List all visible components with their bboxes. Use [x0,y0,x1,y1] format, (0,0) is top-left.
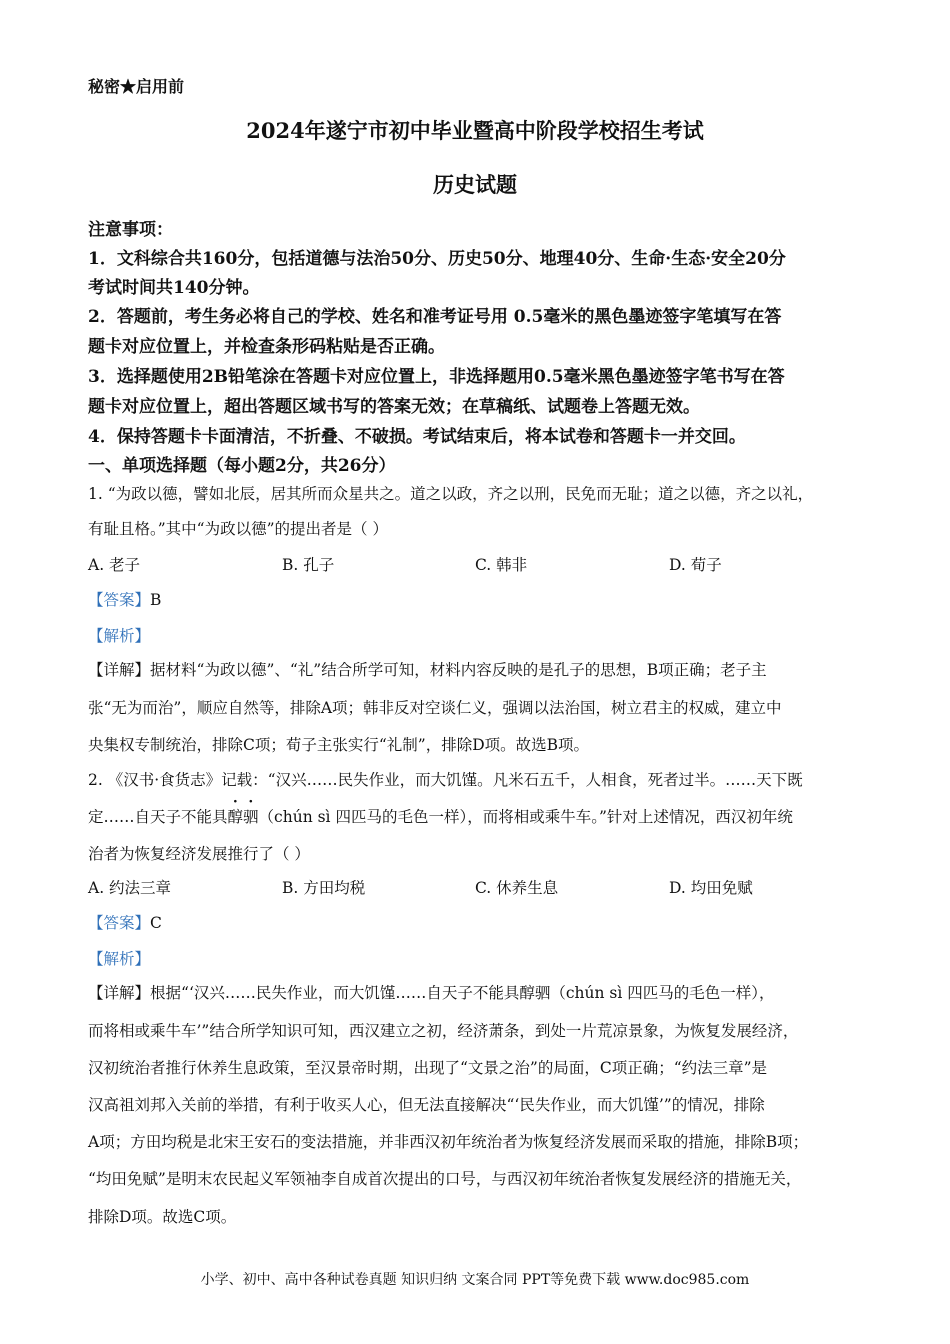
q2-stem-part: 定……自天子不能具 [88,808,228,826]
q2-analysis-tag: 【解析】 [88,950,151,968]
footer-promo: 小学、初中、高中各种试卷真题 知识归纳 文案合同 PPT等免费下载 www.doc985.com [200,1272,750,1288]
notice-line: 1．文科综合共160分，包括道德与法治50分、历史50分、地理40分、生命·生态·安全20分 [88,249,786,269]
q1-detail-text: 据材料“为政以德”、“礼”结合所学可知，材料内容反映的是孔子的思想，B项正确；老子主 [150,661,767,679]
q2-detail-line: 汉高祖刘邦入关前的举措，有利于收买人心，但无法直接解决“‘民失作业，而大饥馑’”的情况，排除 [88,1096,765,1114]
q2-option-c: C. 休养生息 [475,879,559,897]
notice-line: 2．答题前，考生务必将自己的学校、姓名和准考证号用 0.5毫米的黑色墨迹签字笔填写在答 [88,307,782,327]
q2-answer-value: C [150,914,162,932]
q2-detail-line: 排除D项。故选C项。 [88,1208,237,1226]
emphasis-char: 驷 [243,808,259,826]
q2-detail-line: A项；方田均税是北宋王安石的变法措施，并非西汉初年统治者为恢复经济发展而采取的措施，排除B项； [88,1133,809,1151]
question-1-stem: 1. “为政以德，譬如北辰，居其所而众星共之。道之以政，齐之以刑，民免而无耻；道之以德，齐之以礼， [88,485,814,503]
q1-answer-value: B [150,591,162,609]
q1-option-a: A. 老子 [88,556,141,574]
detail-tag: 【详解】 [88,661,151,679]
notice-line: 考试时间共140分钟。 [88,278,260,298]
q1-detail-line: 央集权专制统治，排除C项；荀子主张实行“礼制”，排除D项。故选B项。 [88,736,590,754]
notice-line: 题卡对应位置上，并检查条形码粘贴是否正确。 [88,337,445,357]
q2-detail-line: 而将相或乘牛车’”结合所学知识可知，西汉建立之初，经济萧条，到处一片荒凉景象，为恢复发展经济， [88,1022,799,1040]
q2-option-d: D. 均田免赋 [669,879,753,897]
q2-detail-text: 根据“‘汉兴……民失作业，而大饥馑……自天子不能具醇驷（chún sì 四匹马的毛色一样）， [150,984,775,1002]
q1-analysis-tag: 【解析】 [88,627,151,645]
q1-detail [88,658,767,680]
q1-detail-line: 张“无为而治”，顺应自然等，排除A项；韩非反对空谈仁义，强调以法治国，树立君主的权威，建立中 [88,699,782,717]
q2-option-a: A. 约法三章 [88,879,172,897]
q1-answer [88,588,161,610]
confidential-label: 秘密★启用前 [88,77,185,96]
q2-detail [88,981,775,1003]
emphasis-char: 醇 [227,808,244,826]
exam-title: 2024年遂宁市初中毕业暨高中阶段学校招生考试 [246,118,704,143]
q1-option-d: D. 荀子 [669,556,722,574]
section-heading: 一、单项选择题（每小题2分，共26分） [88,456,396,476]
q2-answer [88,911,162,933]
notice-line: 3．选择题使用2B铅笔涂在答题卡对应位置上，非选择题用0.5毫米黑色墨迹签字笔书写在答 [88,367,785,387]
answer-tag: 【答案】 [88,914,151,932]
answer-tag: 【答案】 [88,591,151,609]
q2-option-b: B. 方田均税 [282,879,366,897]
question-2-stem [88,805,793,827]
q2-detail-line: “均田免赋”是明末农民起义军领袖李自成首次提出的口号，与西汉初年统治者恢复发展经济的措施无关， [88,1170,802,1188]
notice-line: 4．保持答题卡卡面清洁，不折叠、不破损。考试结束后，将本试卷和答题卡一并交回。 [88,427,746,447]
q1-option-b: B. 孔子 [282,556,335,574]
question-2-stem: 治者为恢复经济发展推行了（ ） [88,845,310,863]
subject-title: 历史试题 [433,172,517,197]
question-1-stem: 有耻且格。”其中“为政以德”的提出者是（ ） [88,520,388,538]
q2-stem-part: （chún sì 四匹马的毛色一样），而将相或乘牛车。”针对上述情况，西汉初年统 [258,808,793,826]
q2-detail-line: 汉初统治者推行休养生息政策，至汉景帝时期，出现了“文景之治”的局面，C项正确；“约法三章”是 [88,1059,768,1077]
question-2-stem: 2. 《汉书·食货志》记载：“汉兴……民失作业，而大饥馑。凡米石五千，人相食，死者过半。……天下既 [88,771,803,789]
notice-heading: 注意事项： [88,220,173,240]
q1-option-c: C. 韩非 [475,556,528,574]
detail-tag: 【详解】 [88,984,151,1002]
notice-line: 题卡对应位置上，超出答题区域书写的答案无效；在草稿纸、试题卷上答题无效。 [88,397,700,417]
